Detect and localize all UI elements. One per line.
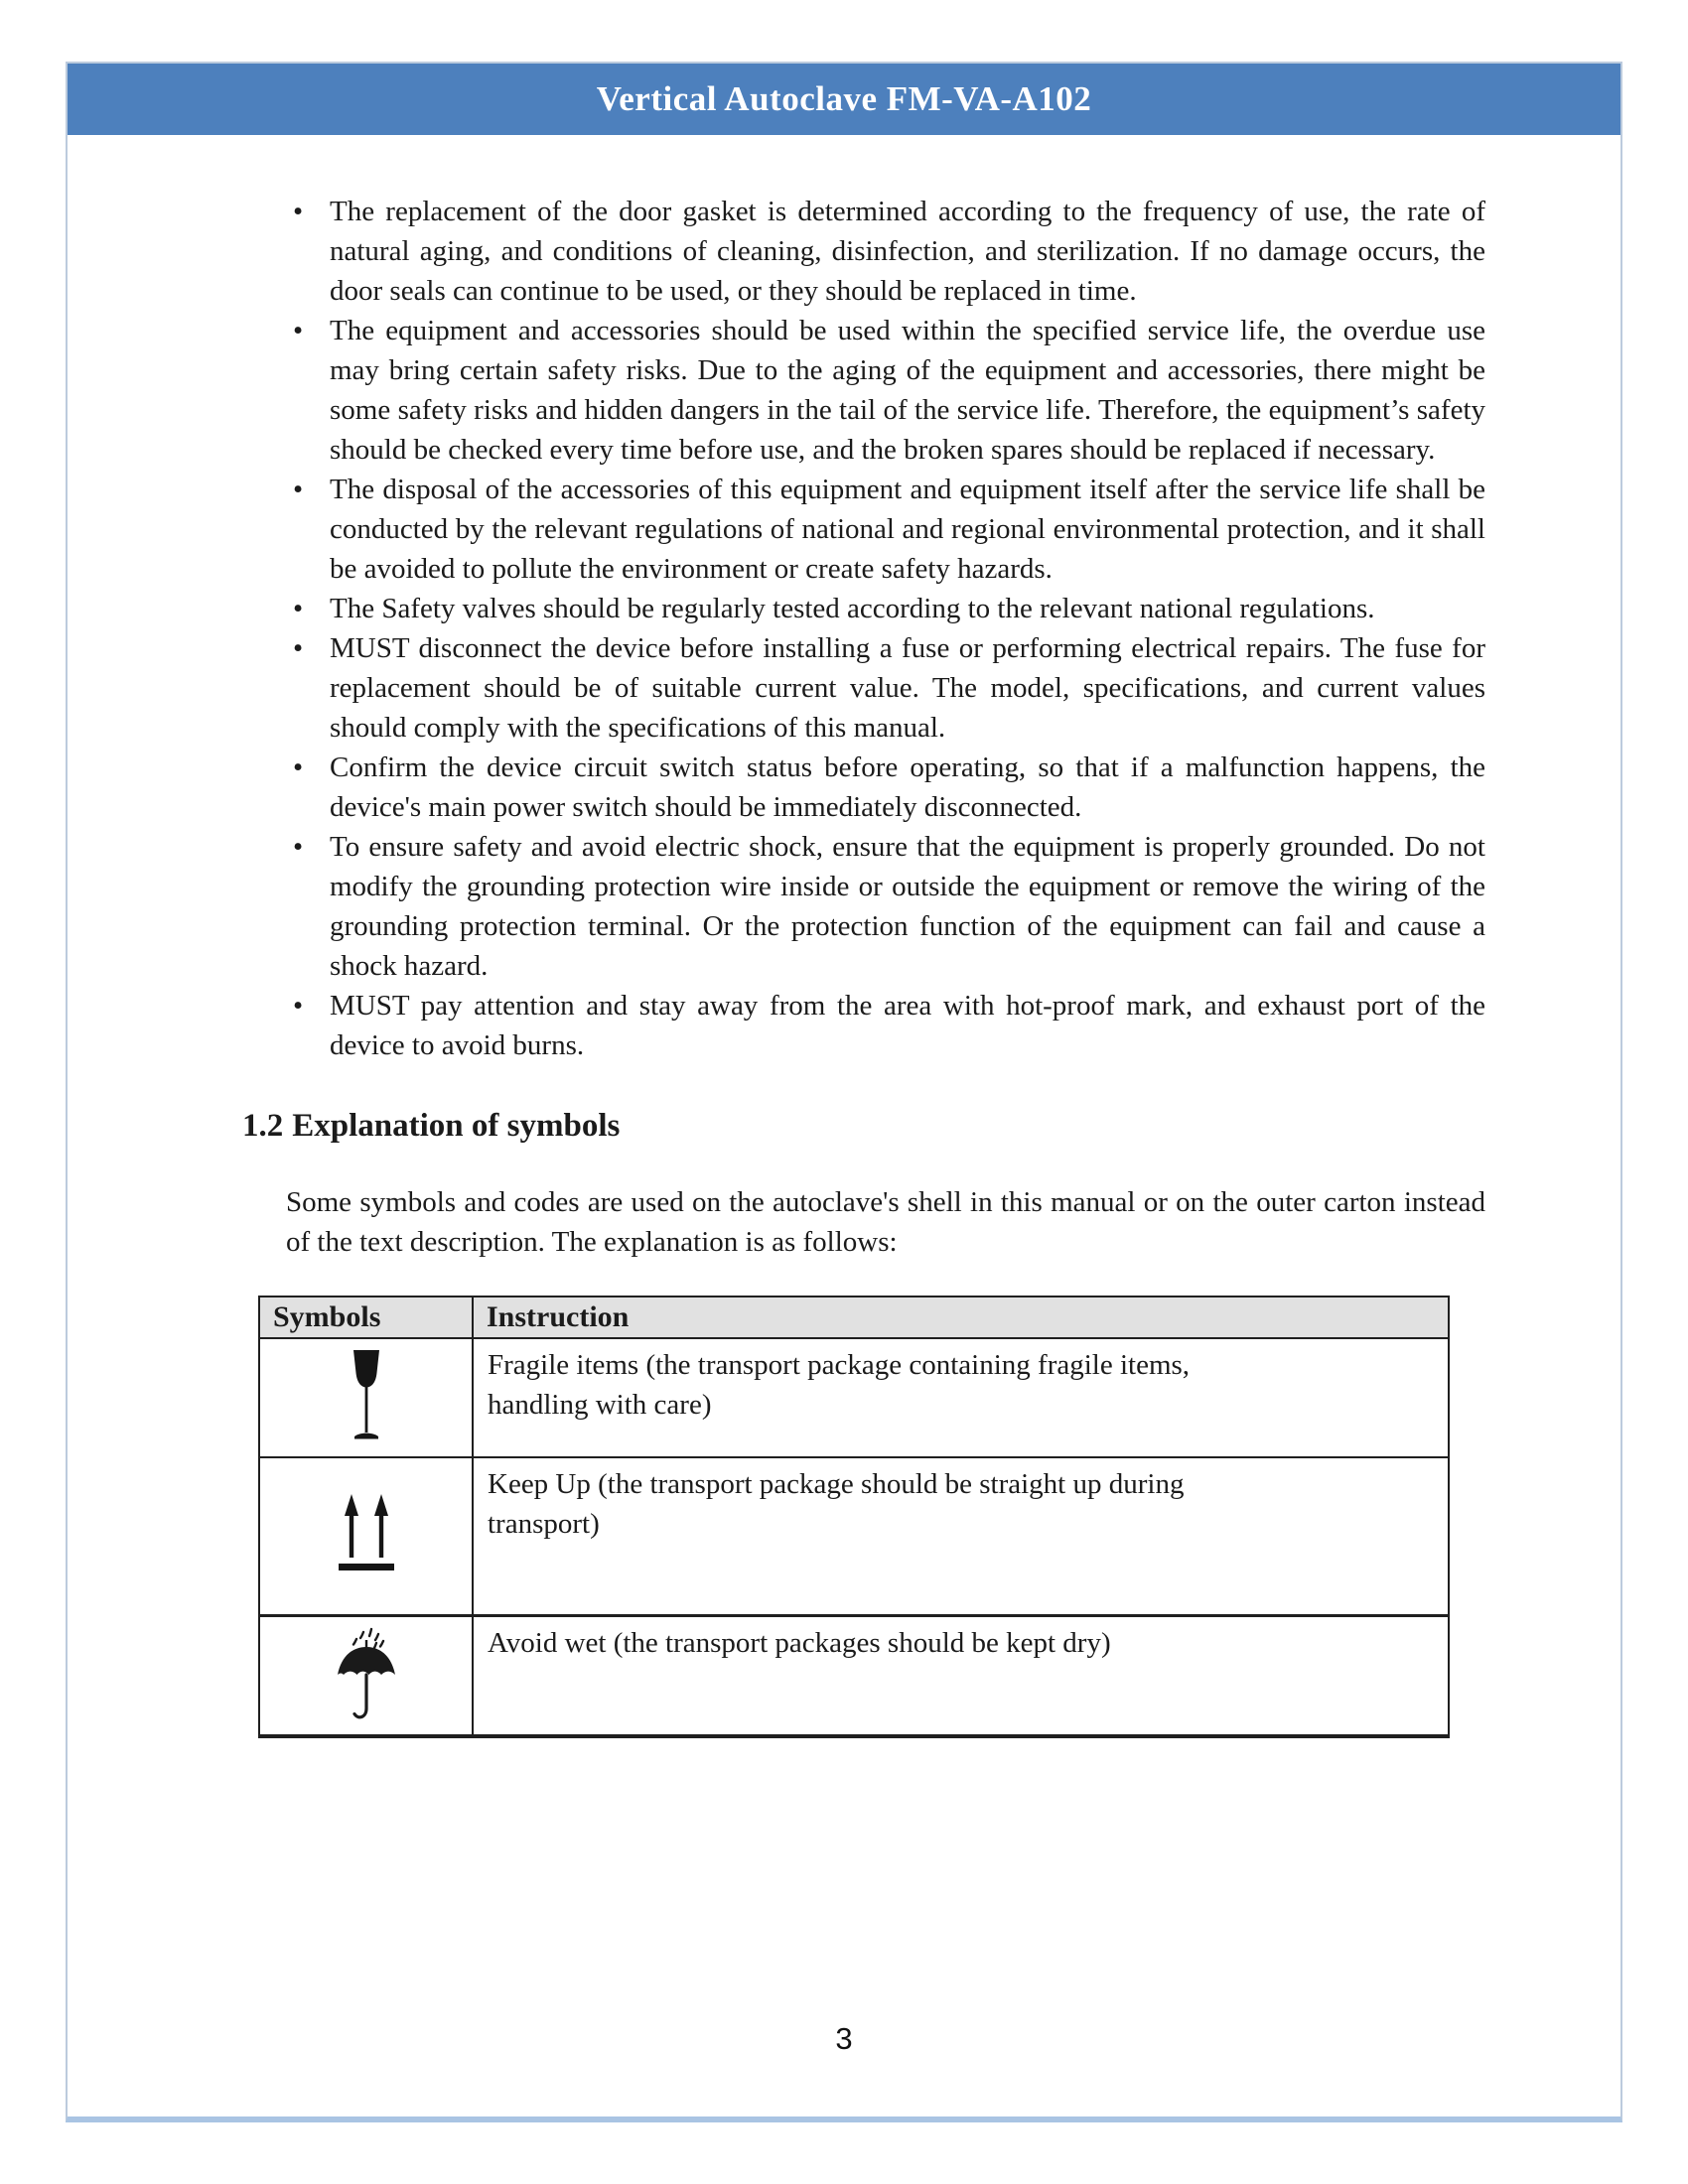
section-heading (242, 1105, 1620, 1147)
page-number: 3 (835, 2021, 853, 2056)
header-bar (68, 64, 1620, 135)
bullet-item-hot-proof: • MUST pay attention and stay away from the area with hot-proof mark, and exhaust port of the device to avoid burns. (330, 986, 1485, 1065)
fragile-glass-icon (345, 1349, 388, 1445)
bullet-item-door-gasket: • The replacement of the door gasket is determined according to the frequency of use, the rate of natural aging, and conditions of cleaning, disinfection, and sterilization. If no damage occurs, the door seals can continue to be used, or they should be replaced in time. (330, 192, 1485, 311)
symbol-cell-keep-up (259, 1457, 473, 1615)
safety-bullet-list (330, 192, 1485, 1065)
instruction-cell-avoid-wet: Avoid wet (the transport packages should be kept dry) (473, 1615, 1449, 1736)
page-frame (66, 62, 1622, 2122)
instruction-cell-fragile: Fragile items (the transport package containing fragile items, handling with care) (473, 1338, 1449, 1457)
symbols-table (258, 1296, 1450, 1738)
section-number: 1.2 (242, 1108, 284, 1144)
instruction-cell-keep-up: Keep Up (the transport package should be straight up during transport) (473, 1457, 1449, 1615)
bullet-item-circuit-switch: • Confirm the device circuit switch status before operating, so that if a malfunction happens, the device's main power switch should be immediately disconnected. (330, 748, 1485, 827)
bullet-item-fuse: • MUST disconnect the device before installing a fuse or performing electrical repairs. The fuse for replacement should be of suitable current value. The model, specifications, and current values should comply with the specifications of this manual. (330, 628, 1485, 748)
page-title: Vertical Autoclave FM-VA-A102 (596, 79, 1092, 118)
symbol-cell-avoid-wet (259, 1615, 473, 1736)
table-row-keep-up (259, 1457, 1449, 1615)
table-row-avoid-wet (259, 1615, 1449, 1736)
intro-paragraph: Some symbols and codes are used on the autoclave's shell in this manual or on the outer carton instead of the text description. The explanation is as follows: (286, 1186, 1485, 1258)
table-row-fragile (259, 1338, 1449, 1457)
bullet-item-grounding: • To ensure safety and avoid electric shock, ensure that the equipment is properly grounded. Do not modify the grounding protection wire inside or outside the equipment or remove the wiring of the grounding protection terminal. Or the protection function of the equipment can fail and cause a shock hazard. (330, 827, 1485, 986)
symbols-column-header: Symbols (259, 1297, 473, 1338)
page-content (68, 135, 1620, 1738)
symbol-cell-fragile (259, 1338, 473, 1457)
section-title: Explanation of symbols (292, 1108, 621, 1144)
keep-up-arrows-icon (335, 1494, 398, 1573)
bullet-item-service-life: • The equipment and accessories should be used within the specified service life, the overdue use may bring certain safety risks. Due to the aging of the equipment and accessories, there might be some safety risks and hidden dangers in the tail of the service life. Therefore, the equipment’s safety should be checked every time before use, and the broken spares should be replaced if necessary. (330, 311, 1485, 470)
avoid-wet-umbrella-icon (334, 1627, 399, 1722)
bullet-item-disposal: • The disposal of the accessories of this equipment and equipment itself after the service life shall be conducted by the relevant regulations of national and regional environmental protection, and it shall be avoided to pollute the environment or create safety hazards. (330, 470, 1485, 589)
instruction-column-header: Instruction (473, 1297, 1449, 1338)
bullet-item-safety-valves: • The Safety valves should be regularly tested according to the relevant national regulations. (330, 589, 1485, 628)
table-header-row (259, 1297, 1449, 1338)
